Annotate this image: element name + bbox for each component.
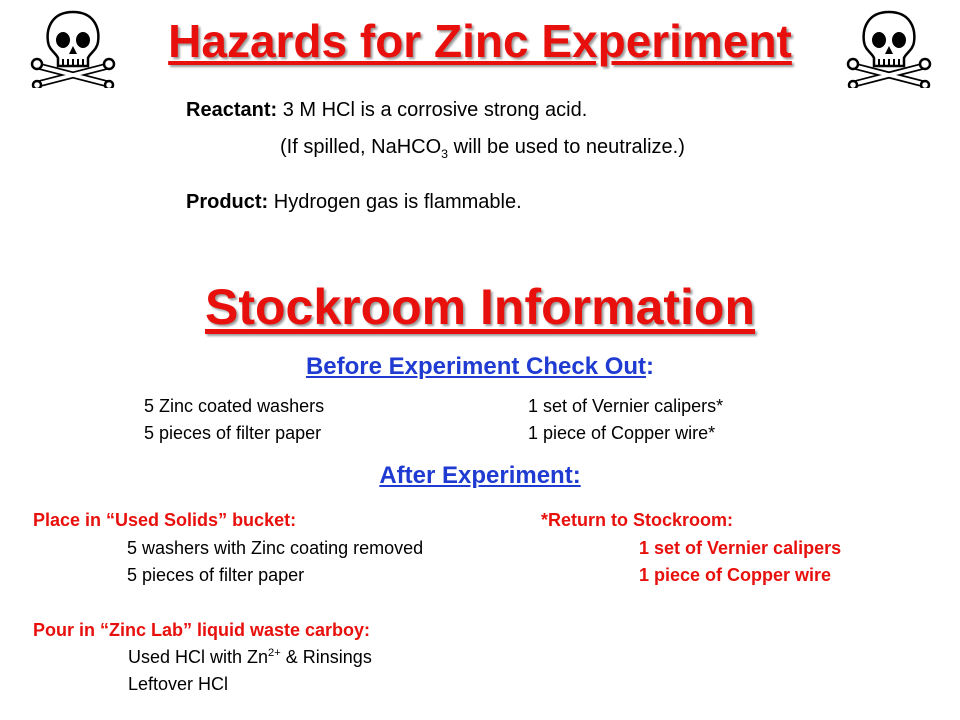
- after-heading-text: After Experiment:: [379, 462, 581, 489]
- list-item: 1 piece of Copper wire: [639, 565, 832, 585]
- stockroom-title: Stockroom Information: [204, 279, 756, 335]
- return-heading: *Return to Stockroom:: [541, 510, 734, 530]
- before-heading-colon: :: [646, 353, 655, 380]
- product-line: [186, 191, 522, 214]
- after-heading: [0, 462, 960, 490]
- reactant-label: Reactant:: [186, 99, 278, 121]
- product-label: Product:: [186, 191, 269, 213]
- spill-text-before: (If spilled, NaHCO: [280, 136, 442, 158]
- list-item: 1 piece of Copper wire*: [528, 423, 716, 443]
- zinc-charge: 2+: [268, 647, 281, 659]
- before-heading-text: Before Experiment Check Out: [305, 353, 647, 380]
- list-item: 1 set of Vernier calipers*: [528, 396, 724, 416]
- reactant-line: [186, 99, 587, 122]
- before-heading: [0, 353, 960, 381]
- list-item: 5 pieces of filter paper: [144, 423, 322, 443]
- spill-note: [280, 136, 685, 159]
- list-item: [128, 647, 372, 668]
- spill-subscript: 3: [441, 147, 449, 161]
- list-item: 5 pieces of filter paper: [127, 565, 305, 585]
- used-solids-heading: Place in “Used Solids” bucket:: [33, 510, 297, 530]
- waste-heading: Pour in “Zinc Lab” liquid waste carboy:: [33, 620, 371, 640]
- reactant-text: 3 M HCl is a corrosive strong acid.: [282, 99, 588, 121]
- waste-item-before: Used HCl with Zn: [128, 647, 269, 667]
- list-item: 5 washers with Zinc coating removed: [127, 538, 424, 558]
- waste-item-after: & Rinsings: [280, 647, 372, 667]
- hazards-title: Hazards for Zinc Experiment: [168, 15, 792, 67]
- list-item: 5 Zinc coated washers: [144, 396, 325, 416]
- list-item: 1 set of Vernier calipers: [639, 538, 842, 558]
- spill-text-after: will be used to neutralize.): [448, 136, 685, 158]
- product-text: Hydrogen gas is flammable.: [273, 191, 522, 213]
- list-item: Leftover HCl: [128, 674, 229, 694]
